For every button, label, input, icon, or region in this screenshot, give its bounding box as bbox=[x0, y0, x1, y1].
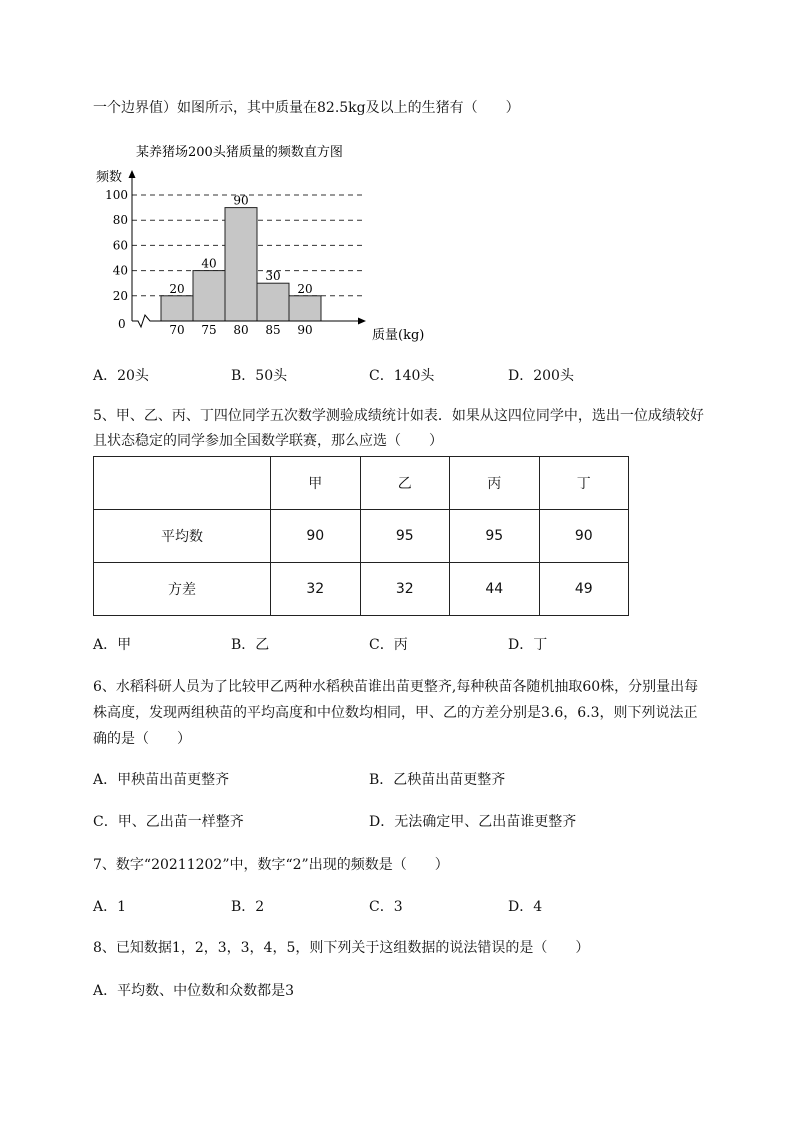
q6-stem-line3: 确的是（ ） bbox=[93, 731, 191, 747]
table-header-cell: 丙 bbox=[450, 457, 540, 510]
table-header-row bbox=[94, 457, 629, 510]
origin-label: 0 bbox=[118, 317, 126, 331]
table-cell: 32 bbox=[360, 563, 450, 616]
x-axis-arrow bbox=[358, 318, 366, 325]
q7-option-d[interactable]: D．4 bbox=[508, 899, 543, 915]
histogram-bar bbox=[289, 296, 321, 321]
score-stats-table bbox=[93, 456, 629, 616]
y-axis-arrow bbox=[129, 170, 136, 178]
histogram-chart bbox=[90, 138, 450, 348]
q4-stem: 一个边界值）如图所示，其中质量在82.5kg及以上的生猪有（ ） bbox=[93, 100, 520, 116]
table-cell: 90 bbox=[539, 510, 629, 563]
histogram-bar bbox=[225, 208, 257, 321]
table-cell: 49 bbox=[539, 563, 629, 616]
x-tick-label: 80 bbox=[233, 323, 249, 337]
table-header-cell: 丁 bbox=[539, 457, 629, 510]
q5-option-c[interactable]: C．丙 bbox=[369, 637, 408, 653]
q4-option-b[interactable]: B．50头 bbox=[231, 368, 288, 384]
bar-value-label: 90 bbox=[233, 193, 249, 208]
q6-option-d[interactable]: D．无法确定甲、乙出苗谁更整齐 bbox=[369, 814, 577, 830]
x-tick-label: 75 bbox=[201, 323, 217, 337]
q4-option-d[interactable]: D．200头 bbox=[508, 368, 574, 384]
q6-stem-line2: 株高度，发现两组秧苗的平均高度和中位数均相同，甲、乙的方差分别是3.6，6.3，则下列说法正 bbox=[93, 705, 698, 721]
bar-value-label: 40 bbox=[201, 256, 217, 271]
histogram-bar bbox=[193, 271, 225, 321]
table-cell: 90 bbox=[271, 510, 361, 563]
table-cell: 44 bbox=[450, 563, 540, 616]
y-axis-label: 频数 bbox=[96, 170, 123, 185]
histogram-bar bbox=[257, 283, 289, 321]
q5-option-a[interactable]: A．甲 bbox=[93, 637, 132, 653]
q6-option-a[interactable]: A．甲秧苗出苗更整齐 bbox=[93, 772, 230, 788]
table-row bbox=[94, 563, 629, 616]
bar-value-label: 30 bbox=[265, 269, 281, 284]
q4-option-c[interactable]: C．140头 bbox=[369, 368, 435, 384]
table-row bbox=[94, 510, 629, 563]
histogram-bar bbox=[161, 296, 193, 321]
table-corner-cell bbox=[94, 457, 271, 510]
y-tick-label: 100 bbox=[105, 188, 128, 202]
q4-option-a[interactable]: A．20头 bbox=[93, 368, 149, 384]
q5-stem-line2: 且状态稳定的同学参加全国数学联赛，那么应选（ ） bbox=[93, 433, 443, 449]
q6-option-c[interactable]: C．甲、乙出苗一样整齐 bbox=[93, 814, 244, 830]
q7-option-a[interactable]: A．1 bbox=[93, 899, 127, 915]
q5-option-d[interactable]: D．丁 bbox=[508, 637, 548, 653]
q6-option-b[interactable]: B．乙秧苗出苗更整齐 bbox=[369, 772, 506, 788]
q5-option-b[interactable]: B．乙 bbox=[231, 637, 270, 653]
q7-stem: 7、数字“20211202”中，数字“2”出现的频数是（ ） bbox=[93, 857, 449, 873]
table-cell: 32 bbox=[271, 563, 361, 616]
x-axis-label: 质量(kg) bbox=[372, 328, 425, 343]
table-header-cell: 乙 bbox=[360, 457, 450, 510]
y-tick-label: 20 bbox=[112, 288, 128, 303]
table-cell: 95 bbox=[360, 510, 450, 563]
q7-option-b[interactable]: B．2 bbox=[231, 899, 265, 915]
x-tick-label: 70 bbox=[169, 323, 185, 337]
y-tick-label: 40 bbox=[112, 263, 128, 278]
q6-stem-line1: 6、水稻科研人员为了比较甲乙两种水稻秧苗谁出苗更整齐,每种秧苗各随机抽取60株，分别量出每 bbox=[93, 679, 699, 695]
chart-title: 某养猪场200头猪质量的频数直方图 bbox=[136, 145, 343, 160]
bar-value-label: 20 bbox=[169, 281, 185, 296]
x-tick-label: 90 bbox=[297, 323, 313, 337]
q5-stem-line1: 5、甲、乙、丙、丁四位同学五次数学测验成绩统计如表．如果从这四位同学中，选出一位成绩较好 bbox=[93, 408, 704, 424]
y-tick-label: 60 bbox=[112, 238, 128, 253]
y-tick-label: 80 bbox=[112, 213, 128, 228]
table-row-label: 平均数 bbox=[94, 510, 271, 563]
x-tick-label: 85 bbox=[265, 323, 281, 337]
table-row-label: 方差 bbox=[94, 563, 271, 616]
table-cell: 95 bbox=[450, 510, 540, 563]
table-header-cell: 甲 bbox=[271, 457, 361, 510]
q7-option-c[interactable]: C．3 bbox=[369, 899, 403, 915]
q8-option-a[interactable]: A．平均数、中位数和众数都是3 bbox=[93, 983, 295, 999]
bar-value-label: 20 bbox=[297, 281, 313, 296]
q8-stem: 8、已知数据1，2，3，3，4，5，则下列关于这组数据的说法错误的是（ ） bbox=[93, 940, 590, 956]
